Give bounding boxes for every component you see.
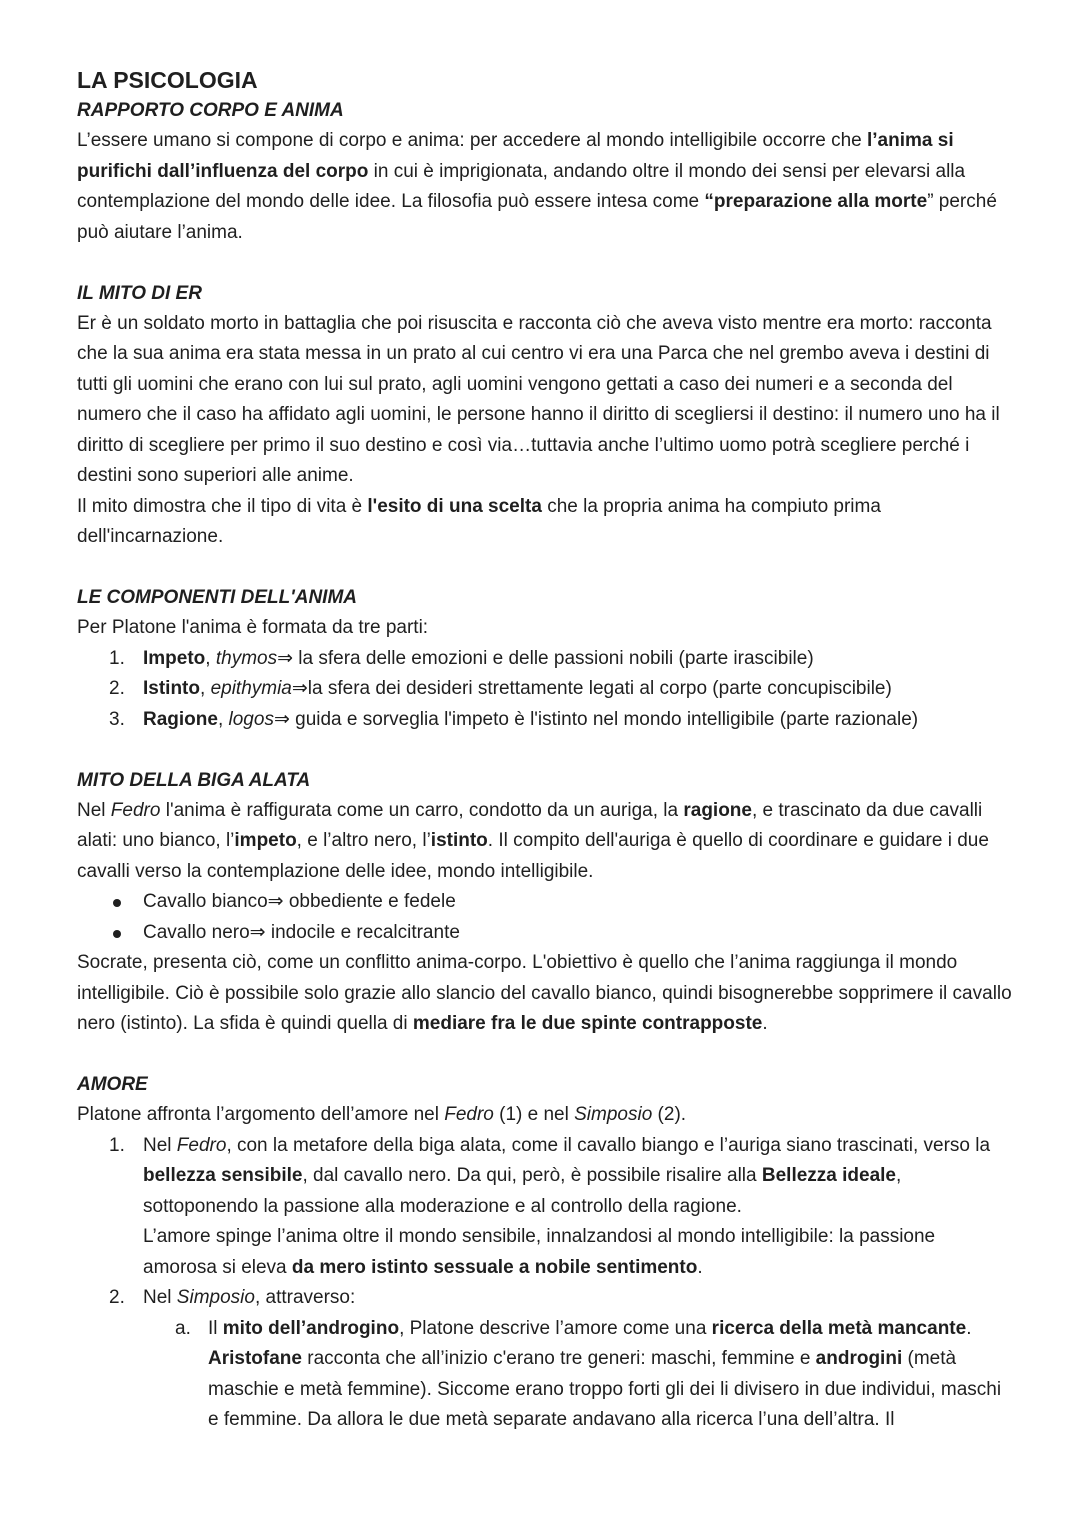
paragraph: L’essere umano si compone di corpo e anima: per accedere al mondo intelligibile occorre che l’anima si purifichi dall’influenza del corpo in cui è imprigionata, andando oltre il mondo dei sensi per elevarsi alla contemplazione del mondo delle idee. La filosofia può essere intesa come “preparazione alla morte” perché può aiutare l’anima. xyxy=(77,130,997,243)
bullet-icon xyxy=(113,930,121,938)
section-mito-di-er xyxy=(77,279,1012,553)
section-biga-alata xyxy=(77,766,1012,1040)
section-heading: RAPPORTO CORPO E ANIMA xyxy=(77,100,344,121)
section-rapporto-corpo-anima xyxy=(77,96,1012,248)
list-item: a. Il mito dell’androgino, Platone descrive l’amore come una ricerca della metà mancante. Aristofane racconta che all’inizio c'erano tre generi: maschi, femmine e androgini (metà maschie e metà femmine). Siccome erano troppo forti gli dei li divisero in due individui, maschi e femmine. Da allora le due metà separate andavano alla ricerca l’una dell’altra. Il xyxy=(175,1317,1002,1430)
paragraph: Platone affronta l’argomento dell’amore nel Fedro (1) e nel Simposio (2). xyxy=(77,1104,687,1125)
section-amore xyxy=(77,1070,1012,1436)
paragraph: Er è un soldato morto in battaglia che poi risuscita e racconta ciò che aveva visto mentre era morto: racconta che la sua anima era stata messa in un prato al cui centro vi era una Parca che nel grembo aveva i destini di tutti gli uomini che erano con lui sul prato, agli uomini vengono gettati a caso dei numeri e a seconda del numero che il caso ha affidato agli uomini, le persone hanno il diritto di scegliersi il destino: il numero uno ha il diritto di scegliere per primo il suo destino e così via…tuttavia anche l’ultimo uomo potrà scegliere perché i destini sono superiori alle anime. xyxy=(77,312,1000,486)
section-heading: AMORE xyxy=(77,1074,148,1095)
list-item: 2. Nel Simposio, attraverso: xyxy=(109,1287,356,1308)
list-item: 2. Istinto, epithymia⇒la sfera dei desideri strettamente legati al corpo (parte concupiscibile) xyxy=(109,678,892,699)
section-heading: MITO DELLA BIGA ALATA xyxy=(77,769,311,791)
document-body xyxy=(77,64,1012,1436)
paragraph: Il mito dimostra che il tipo di vita è l'esito di una scelta che la propria anima ha compiuto prima dell'incarnazione. xyxy=(77,495,881,547)
paragraph: Socrate, presenta ciò, come un conflitto anima-corpo. L'obiettivo è quello che l’anima raggiunga il mondo intelligibile. Ciò è possibile solo grazie allo slancio del cavallo bianco, quindi bisognerebbe sopprimere il cavallo nero (istinto). La sfida è quindi quella di mediare fra le due spinte contrapposte. xyxy=(77,952,1012,1034)
list-item: Cavallo bianco⇒ obbediente e fedele xyxy=(77,887,1012,918)
bullet-icon xyxy=(113,899,121,907)
page-title: LA PSICOLOGIA xyxy=(77,67,258,93)
paragraph: Nel Fedro l'anima è raffigurata come un carro, condotto da un auriga, la ragione, e trascinato da due cavalli alati: uno bianco, l’impeto, e l’altro nero, l’istinto. Il compito dell'auriga è quello di coordinare e guidare i due cavalli verso la contemplazione delle idee, mondo intelligibile. xyxy=(77,799,989,882)
section-componenti-anima xyxy=(77,583,1012,735)
section-heading: IL MITO DI ER xyxy=(77,282,202,304)
list-item: Cavallo nero⇒ indocile e recalcitrante xyxy=(77,918,1012,949)
list-item: 1. Nel Fedro, con la metafore della biga alata, come il cavallo biango e l’auriga siano trascinati, verso la bellezza sensibile, dal cavallo nero. Da qui, però, è possibile risalire alla Bellezza ideale, sottoponendo la passione alla moderazione e al controllo della ragione. L’amore spinge l’anima oltre il mondo sensibile, innalzandosi al mondo intelligibile: la passione amorosa si eleva da mero istinto sessuale a nobile sentimento. xyxy=(109,1134,991,1278)
section-heading: LE COMPONENTI DELL'ANIMA xyxy=(77,587,358,608)
bullet-list xyxy=(77,887,1012,948)
list-item: 1. Impeto, thymos⇒ la sfera delle emozioni e delle passioni nobili (parte irascibile) xyxy=(109,647,814,669)
list-item: 3. Ragione, logos⇒ guida e sorveglia l'impeto è l'istinto nel mondo intelligibile (parte razionale) xyxy=(109,708,919,730)
numbered-list xyxy=(77,644,1012,736)
paragraph: Per Platone l'anima è formata da tre parti: xyxy=(77,617,429,638)
sub-list xyxy=(77,1314,1012,1436)
numbered-list xyxy=(77,1131,1012,1314)
